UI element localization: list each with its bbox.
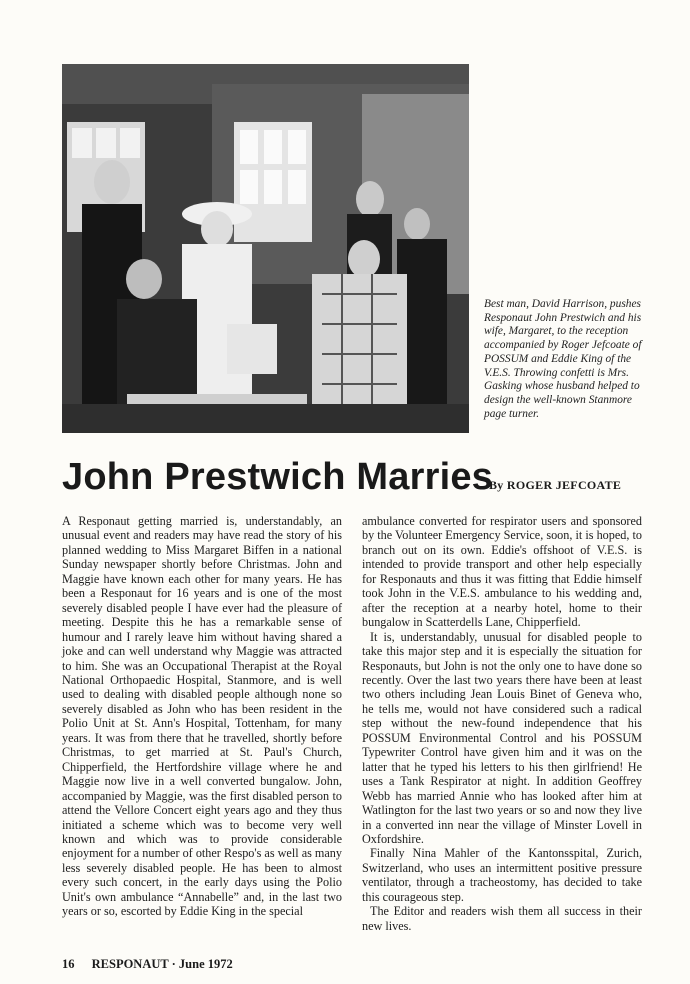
article-title: John Prestwich Marries — [62, 456, 493, 498]
page-number: 16 — [62, 957, 75, 971]
paragraph: ambulance converted for respirator users and sponsored by the Volunteer Emergency Service, soon, it is hoped, to branch out on its own. Eddie's offshoot of V.E.S. is intended to provide transport and other help especially for Responauts and thus it was fitting that Eddie himself took John in the V.E.S. ambulance to his wedding and, after the reception at a nearby hotel, home to their bungalow in Scatterdells Lane, Chipperfield. — [362, 514, 642, 630]
paragraph: A Responaut getting married is, understandably, an unusual event and readers may have read the story of his planned wedding to Miss Margaret Biffen in a national Sunday newspaper shortly before Christmas. John and Maggie have known each other for many years. He has been a Responaut for 16 years and is one of the most severely disabled people I have ever had the pleasure of meeting. Despite this he has a remarkable sense of humour and I rarely leave him without having shared a joke and can well understand why Maggie was attracted to him. She was an Occupational Therapist at the Royal National Orthopaedic Hospital, Stanmore, and is well used to dealing with disabled people although none so severely disabled as John who has been resident in the Polio Unit at St. Ann's Hospital, Tottenham, for many years. It was from there that he travelled, shortly before Christmas, to get married at St. Paul's Church, Chipperfield, the Hertfordshire village where he and Maggie now live in a well converted bungalow. John, accompanied by Maggie, was the first disabled person to attend the Vellore Concert eight years ago and they thus initiated a scheme which was to become very well known and which was to provide considerable enjoyment for a number of other Respo's as well as many less severely disabled people. He has been to almost every such concert, in the early days using the Polio Unit's own ambulance “Annabelle” and, in the last two years or so, escorted by Eddie King in the special — [62, 514, 342, 919]
page-footer — [62, 957, 233, 972]
paragraph: The Editor and readers wish them all success in their new lives. — [362, 904, 642, 933]
article-byline: By ROGER JEFCOATE — [489, 478, 622, 492]
wedding-photo — [62, 64, 469, 433]
photo-caption: Best man, David Harrison, pushes Responaut John Prestwich and his wife, Margaret, to the reception accompanied by Roger Jefcoate of POSSUM and Eddie King of the V.E.S. Throwing confetti is Mrs. Gasking whose husband helped to design the well-known Stanmore page turner. — [484, 298, 642, 420]
article-column-right — [362, 514, 642, 933]
article-column-left — [62, 514, 342, 919]
paragraph: Finally Nina Mahler of the Kantonsspital, Zurich, Switzerland, who uses an intermittent positive pressure ventilator, through a tracheostomy, has decided to take this courageous step. — [362, 846, 642, 904]
wedding-photo-image — [62, 64, 469, 433]
publication-info: RESPONAUT · June 1972 — [91, 957, 233, 971]
paragraph: It is, understandably, unusual for disabled people to take this major step and it is especially the situation for Responauts, but John is not the only one to have done so recently. Over the last two years there have been at least two others including Jean Louis Binet of Geneva who, he tells me, would not have considered such a radical step without the new-found independence that his POSSUM Environmental Control and his POSSUM Typewriter Control have given him and it was on the latter that he typed his letters to his then girlfriend! He uses a Tank Respirator at night. In addition Geoffrey Webb has married Annie who has looked after him at Watlington for the last two years or so and now they live in a converted inn near the village of Minster Lovell in Oxfordshire. — [362, 629, 642, 846]
